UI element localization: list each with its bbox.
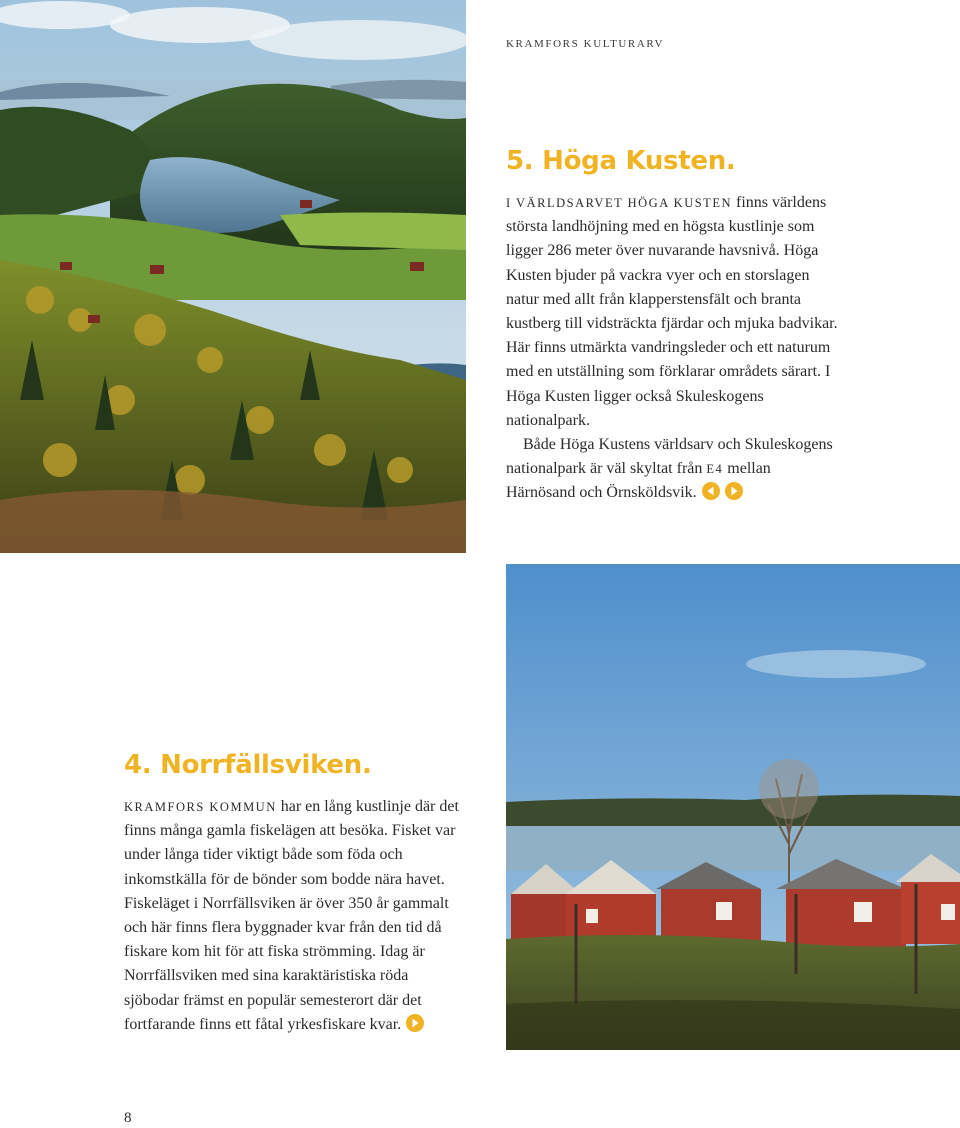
lead-in: I VÄRLDSARVET HÖGA KUSTEN <box>506 196 732 210</box>
section-title-norrfallsviken: 4. Norrfällsviken. <box>124 750 372 780</box>
paragraph <box>506 191 838 433</box>
road-label: E4 <box>706 462 724 477</box>
paragraph-text: Både Höga Kustens världsarv och Skuleskogens nationalpark är väl skyltat från <box>506 436 833 478</box>
arrow-left-icon[interactable] <box>702 482 720 500</box>
page-number: 8 <box>124 1110 132 1126</box>
arrow-right-icon[interactable] <box>406 1014 424 1032</box>
section-body-hoga-kusten <box>506 191 838 506</box>
header-label: KRAMFORS KULTURARV <box>506 38 665 50</box>
paragraph-text: mellan Härnösand och Örnsköldsvik. <box>506 460 771 502</box>
paragraph-text: har en lång kustlinje där det finns många gamla fiskelägen att besöka. Fisket var under långa tider viktigt både som föda och inkomstkälla för de bönder som bodde nära havet. Fiskeläget i Norrfällsviken är över 350 år gammalt och här finns flera byggnader kvar från den tid då fiskare kom hit för att fiska strömming. Idag är Norrfällsviken med sina karaktäristiska röda sjöbodar främst en populär semesterort där det fortfarande finns ett fåtal yrkesfiskare kvar. <box>124 798 459 1033</box>
lead-in: KRAMFORS KOMMUN <box>124 800 277 814</box>
arrow-right-icon[interactable] <box>725 482 743 500</box>
section-body-norrfallsviken <box>124 795 464 1037</box>
hoga-kusten-photo <box>0 0 466 553</box>
paragraph <box>124 795 464 1037</box>
section-title-hoga-kusten: 5. Höga Kusten. <box>506 146 736 176</box>
paragraph-text: finns världens största landhöjning med en högsta kustlinje som ligger 286 meter över nuvarande havsnivå. Höga Kusten bjuder på vackra vyer och en storslagen natur med allt från klapperstensfält och branta kustberg till vidsträckta fjärdar och mjuka badvikar. Här finns utmärkta vandringsleder och ett naturum med en utställning som förklarar områdets särart. I Höga Kusten ligger också Skuleskogens nationalpark. <box>506 194 838 429</box>
norrfallsviken-photo <box>506 564 960 1050</box>
paragraph <box>506 433 838 506</box>
